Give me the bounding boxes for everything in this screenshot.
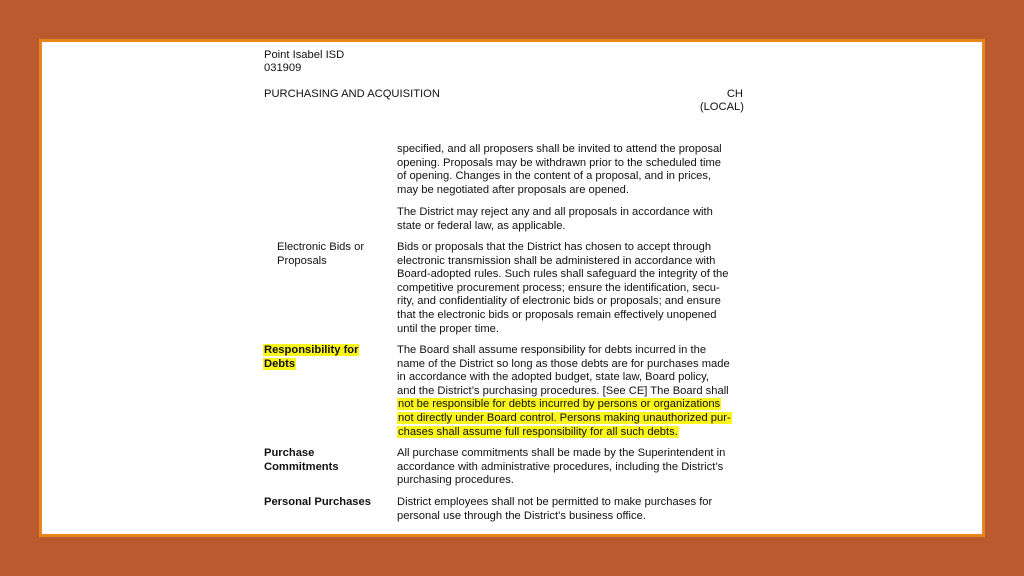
paragraph-electronic-bids: Bids or proposals that the District has chosen to accept through electronic transmission shall be administered in accordance with Board-adopted rules. Such rules shall safeguard the integrity of the competitive procurement process; ensure the identification, secu- rity, and confidentiality of electronic bids or proposals; and ensure that the electronic bids or proposals remain effectively unopened until the proper time. [397,241,729,335]
paragraph-proposals: specified, and all proposers shall be invited to attend the proposal opening. Proposals may be withdrawn prior to the scheduled time of opening. Changes in the content of a proposal, and in prices, may be negotiated after proposals are opened. [397,143,722,196]
policy-type: (LOCAL) [699,101,744,113]
highlighted-text: not directly under Board control. Persons making unauthorized pur- [398,411,731,424]
paragraph-purchase-commitments: All purchase commitments shall be made by the Superintendent in accordance with administrative procedures, including the District’s purchasing procedures. [397,447,726,487]
heading-electronic-bids: Electronic Bids or Proposals [277,241,365,267]
section-title: PURCHASING AND ACQUISITION [264,88,440,100]
heading-personal-purchases: Personal Purchases [264,496,371,508]
org-name: Point Isabel ISD [264,49,345,61]
paragraph-responsibility-for-debts: The Board shall assume responsibility for debts incurred in the name of the District so long as those debts are for purchases made in accordance with the adopted budget, state law, Board policy, and the District’s purchasing procedures. [See CE] The Board shall not be responsible for debts incurred by persons or organizations not directly under Board control. Persons making unauthorized pur- chases shall assume full responsibility for all such debts. [397,344,731,438]
org-code: 031909 [264,62,302,74]
paragraph-personal-purchases: District employees shall not be permitted to make purchases for personal use through the District’s business office. [397,496,713,522]
paragraph-reject: The District may reject any and all proposals in accordance with state or federal law, as applicable. [397,206,713,232]
policy-code: CH [726,88,743,100]
heading-responsibility-for-debts: Responsibility for Debts [264,344,359,370]
highlighted-text: chases shall assume full responsibility for all such debts. [398,425,678,438]
heading-purchase-commitments: Purchase Commitments [264,447,339,473]
highlighted-text: not be responsible for debts incurred by persons or organizations [398,398,721,411]
